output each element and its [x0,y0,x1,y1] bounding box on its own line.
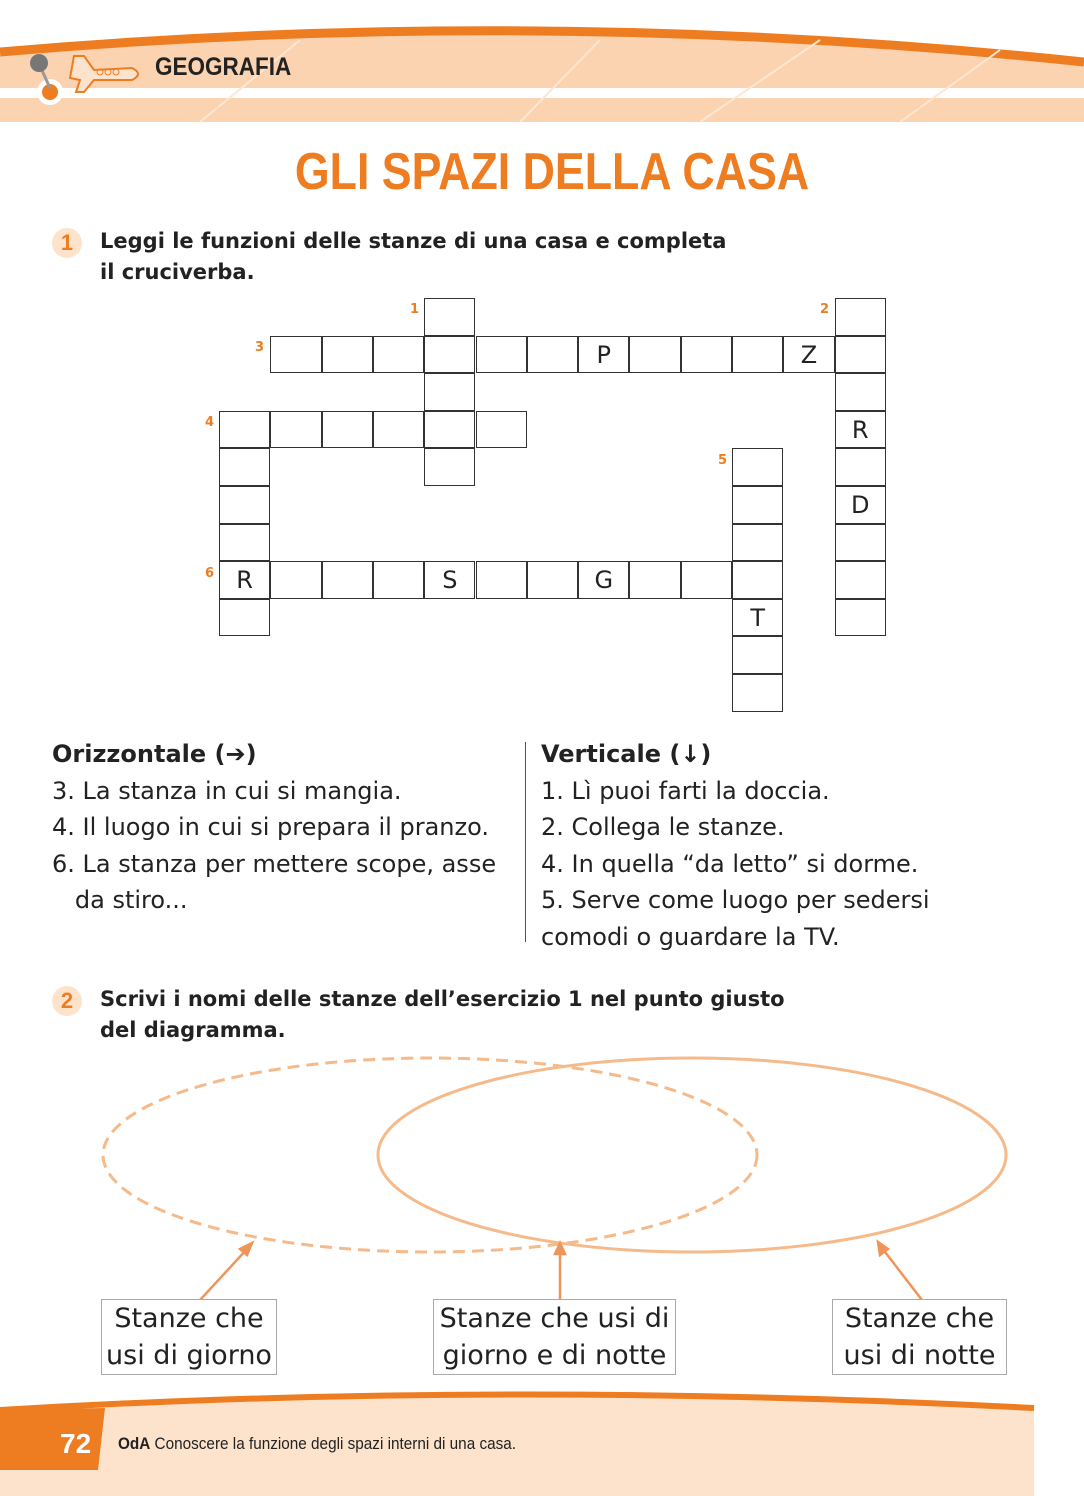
crossword-cell[interactable] [476,336,527,374]
clue: comodi o guardare la TV. [541,922,840,951]
clue: da stiro... [52,886,188,914]
crossword-cell[interactable] [322,411,373,449]
clue: 3. La stanza in cui si mangia. [52,776,402,805]
page-title: GLI SPAZI DELLA CASA [294,143,810,201]
clue-number: 6 [205,566,215,581]
crossword-cell[interactable]: Z [783,336,834,374]
crossword-cell[interactable] [270,411,321,449]
label-line: giorno e di notte [442,1340,667,1371]
crossword-cell[interactable] [270,561,321,599]
crossword-cell[interactable]: R [219,561,270,599]
crossword-cell[interactable] [476,561,527,599]
clue: 4. In quella “da letto” si dorme. [541,849,919,878]
across-clues [52,736,496,919]
crossword-cell[interactable] [835,599,886,637]
crossword-cell[interactable] [373,561,424,599]
clue: 1. Lì puoi farti la doccia. [541,776,830,805]
down-title: Verticale (↓) [541,740,712,768]
pin-plane-icon [22,48,152,108]
exercise-instruction [100,984,785,1046]
exercise-number: 1 [52,228,82,258]
label-line: usi di notte [843,1340,996,1371]
crossword-cell[interactable] [424,411,475,449]
label-line: Stanze che usi di [439,1303,670,1334]
crossword-cell[interactable] [732,486,783,524]
crossword-cell[interactable] [219,411,270,449]
crossword-cell[interactable] [219,486,270,524]
divider [525,742,526,942]
crossword-cell[interactable] [629,561,680,599]
crossword-cell[interactable] [322,561,373,599]
instruction-line: Leggi le funzioni delle stanze di una casa e completa [100,229,727,253]
label-day-rooms [101,1299,277,1375]
clue-number: 4 [205,415,215,430]
crossword-cell[interactable] [424,373,475,411]
clue: 5. Serve come luogo per sedersi [541,886,930,914]
instruction-line: del diagramma. [100,1018,286,1042]
crossword-cell[interactable] [270,336,321,374]
night-ellipse [378,1058,1006,1252]
instruction-line: il cruciverba. [100,260,255,284]
clue-number: 1 [410,302,420,317]
label-night-rooms [832,1299,1007,1375]
crossword-cell[interactable] [732,448,783,486]
arrow [200,1248,248,1300]
crossword-cell[interactable] [835,561,886,599]
label-line: usi di giorno [106,1340,272,1371]
crossword-cell[interactable] [527,336,578,374]
exercise-number: 2 [52,986,82,1016]
crossword-cell[interactable] [732,561,783,599]
crossword-cell[interactable]: S [424,561,475,599]
exercise-instruction [100,226,726,288]
crossword-cell[interactable]: T [732,599,783,637]
crossword-cell[interactable] [681,336,732,374]
crossword-cell[interactable] [373,411,424,449]
crossword-cell[interactable] [835,336,886,374]
crossword-cell[interactable]: P [578,336,629,374]
subject-label: GEOGRAFIA [155,53,292,81]
crossword-cell[interactable] [681,561,732,599]
crossword-cell[interactable] [835,373,886,411]
arrow [882,1248,922,1300]
clue: 2. Collega le stanze. [541,813,785,841]
day-ellipse [103,1058,757,1252]
objective-text: Conoscere la funzione degli spazi interni di una casa. [150,1434,517,1453]
venn-diagram [0,1040,1084,1310]
crossword-cell[interactable] [835,448,886,486]
clue: 4. Il luogo in cui si prepara il pranzo. [52,813,489,841]
label-day-night-rooms [433,1299,676,1375]
instruction-line: Scrivi i nomi delle stanze dell’esercizio 1 nel punto giusto [100,987,785,1011]
crossword-cell[interactable] [322,336,373,374]
crossword-cell[interactable] [373,336,424,374]
crossword-cell[interactable] [219,599,270,637]
crossword-cell[interactable] [732,336,783,374]
crossword-cell[interactable] [527,561,578,599]
crossword-cell[interactable]: R [835,411,886,449]
crossword-cell[interactable] [476,411,527,449]
oda-label: OdA [118,1434,151,1453]
label-line: Stanze che [844,1303,995,1334]
down-clues [541,736,930,955]
clue-number: 5 [718,453,728,468]
clue-number: 2 [820,302,830,317]
crossword-cell[interactable] [424,336,475,374]
crossword-cell[interactable] [732,524,783,562]
learning-objective [118,1434,516,1454]
crossword-cell[interactable] [219,448,270,486]
crossword-cell[interactable] [732,636,783,674]
clue-number: 3 [255,340,265,355]
crossword-cell[interactable] [424,448,475,486]
crossword-cell[interactable] [424,298,475,336]
page-number: 72 [60,1428,92,1459]
crossword-cell[interactable]: G [578,561,629,599]
label-line: Stanze che [114,1303,264,1334]
crossword-cell[interactable] [835,298,886,336]
clue: 6. La stanza per mettere scope, asse [52,849,497,878]
across-title: Orizzontale (➔) [52,740,257,768]
crossword-cell[interactable] [835,524,886,562]
crossword-cell[interactable] [629,336,680,374]
crossword-cell[interactable] [732,674,783,712]
crossword-cell[interactable] [219,524,270,562]
crossword-cell[interactable]: D [835,486,886,524]
